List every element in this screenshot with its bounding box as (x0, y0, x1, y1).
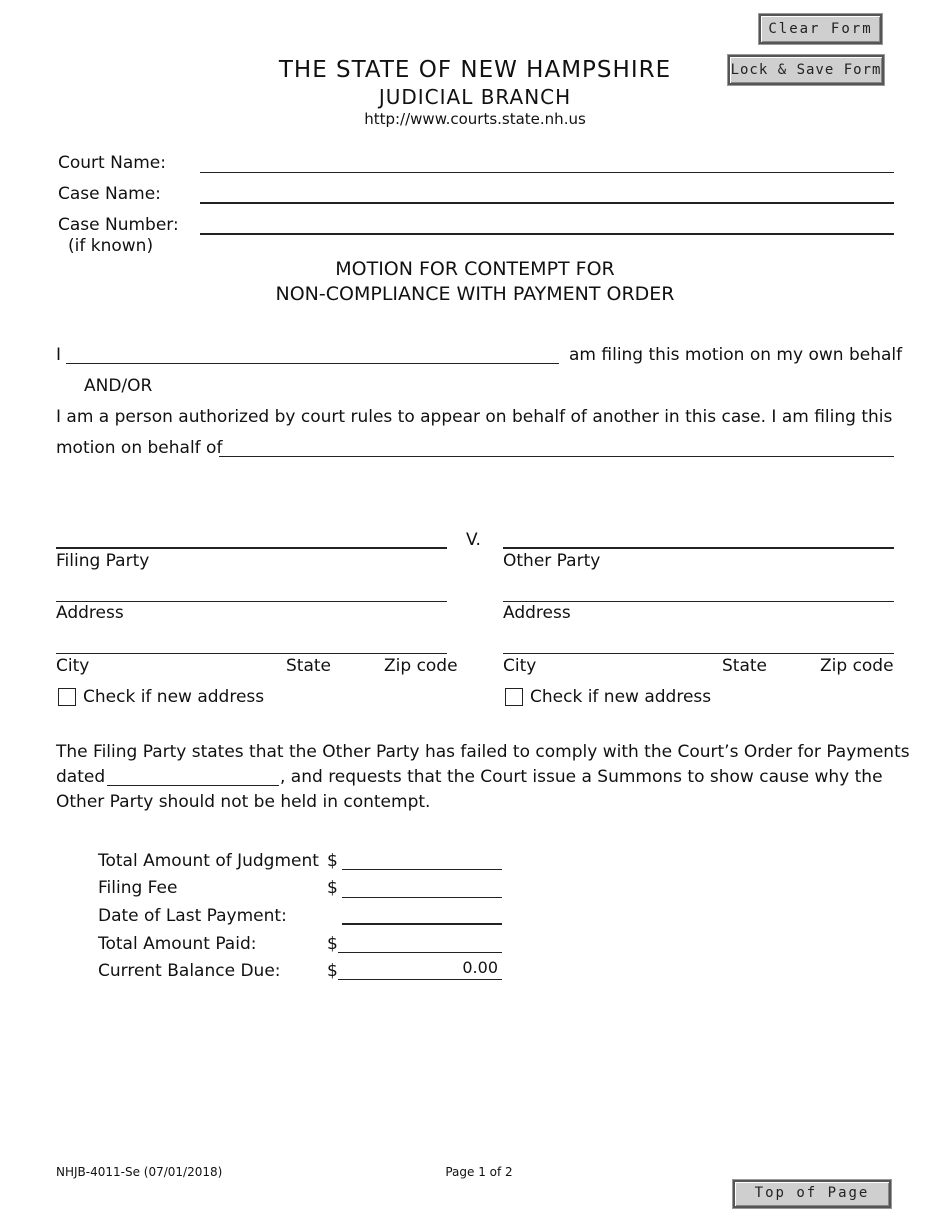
filing-address-label: Address (56, 603, 124, 623)
filing-party-field[interactable] (56, 547, 447, 549)
filing-state-label: State (286, 656, 331, 676)
other-city-label: City (503, 656, 537, 676)
motion-title-line2: NON-COMPLIANCE WITH PAYMENT ORDER (275, 283, 675, 305)
filing-party-label: Filing Party (56, 551, 150, 571)
other-party-label: Other Party (503, 551, 601, 571)
statement-dated-label: dated (56, 767, 106, 787)
order-date-field[interactable] (107, 785, 279, 786)
lock-save-form-button[interactable]: Lock & Save Form (728, 55, 884, 85)
authorized-text: I am a person authorized by court rules to appear on behalf of another in this case. I am filing this (56, 407, 893, 427)
i-label: I (56, 345, 62, 365)
motion-title-line1: MOTION FOR CONTEMPT FOR (335, 258, 615, 280)
filing-fee-currency: $ (327, 878, 338, 898)
court-name-label: Court Name: (58, 153, 166, 173)
other-new-address-label: Check if new address (530, 687, 712, 707)
total-judgment-field[interactable] (342, 869, 502, 870)
case-name-label: Case Name: (58, 184, 161, 204)
total-paid-field[interactable] (338, 952, 502, 953)
other-new-address-checkbox[interactable] (505, 688, 523, 706)
behalf-of-label: motion on behalf of (56, 438, 223, 458)
last-payment-label: Date of Last Payment: (98, 906, 287, 926)
filing-fee-label: Filing Fee (98, 878, 178, 898)
case-number-label: Case Number: (58, 215, 179, 235)
state-title: THE STATE OF NEW HAMPSHIRE (278, 57, 672, 83)
filing-zip-label: Zip code (384, 656, 458, 676)
other-city-state-zip-field[interactable] (503, 653, 894, 654)
total-paid-label: Total Amount Paid: (98, 934, 257, 954)
court-url: http://www.courts.state.nh.us (364, 110, 586, 128)
balance-label: Current Balance Due: (98, 961, 281, 981)
case-number-note: (if known) (68, 236, 154, 256)
clear-form-button[interactable]: Clear Form (759, 14, 882, 44)
balance-field (338, 979, 502, 980)
other-zip-label: Zip code (820, 656, 894, 676)
statement-line1: The Filing Party states that the Other Party has failed to comply with the Court’s Order for Payments (56, 742, 910, 762)
statement-line2: , and requests that the Court issue a Summons to show cause why the (280, 767, 883, 787)
filing-fee-field[interactable] (342, 897, 502, 898)
case-name-field[interactable] (200, 202, 894, 204)
other-address-label: Address (503, 603, 571, 623)
balance-value: 0.00 (462, 958, 498, 977)
last-payment-field[interactable] (342, 923, 502, 925)
court-name-field[interactable] (200, 172, 894, 173)
other-state-label: State (722, 656, 767, 676)
own-behalf-text: am filing this motion on my own behalf (569, 345, 903, 365)
other-party-field[interactable] (503, 547, 894, 549)
filing-city-label: City (56, 656, 90, 676)
filing-city-state-zip-field[interactable] (56, 653, 447, 654)
statement-line3: Other Party should not be held in contempt. (56, 792, 431, 812)
form-id: NHJB-4011-Se (07/01/2018) (56, 1165, 223, 1179)
total-judgment-label: Total Amount of Judgment (98, 851, 319, 871)
case-number-field[interactable] (200, 233, 894, 235)
behalf-of-field[interactable] (219, 456, 894, 457)
top-of-page-button[interactable]: Top of Page (733, 1180, 891, 1208)
balance-currency: $ (327, 961, 338, 981)
other-address-field[interactable] (503, 601, 894, 602)
page-number: Page 1 of 2 (445, 1165, 513, 1179)
versus-label: V. (466, 530, 481, 550)
filing-address-field[interactable] (56, 601, 447, 602)
filer-name-field[interactable] (66, 363, 559, 364)
total-judgment-currency: $ (327, 851, 338, 871)
and-or-text: AND/OR (84, 376, 153, 396)
branch-title: JUDICIAL BRANCH (378, 85, 572, 109)
filing-new-address-checkbox[interactable] (58, 688, 76, 706)
total-paid-currency: $ (327, 934, 338, 954)
filing-new-address-label: Check if new address (83, 687, 265, 707)
